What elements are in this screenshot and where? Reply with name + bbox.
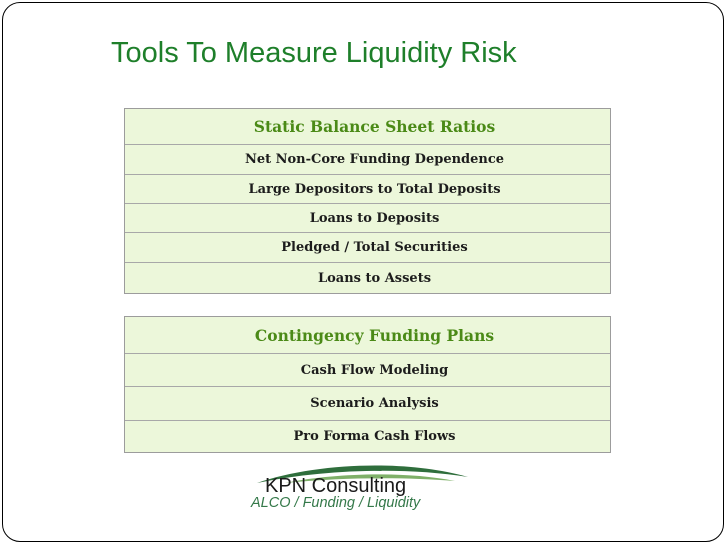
slide-title: Tools To Measure Liquidity Risk [111, 37, 517, 69]
logo-tagline: ALCO / Funding / Liquidity [251, 495, 421, 511]
static-ratios-box [124, 108, 611, 294]
contingency-plans-box [124, 316, 611, 453]
list-item: Pro Forma Cash Flows [125, 421, 610, 452]
list-item: Loans to Assets [125, 263, 610, 293]
contingency-plans-header: Contingency Funding Plans [125, 317, 610, 354]
list-item: Scenario Analysis [125, 387, 610, 421]
list-item: Pledged / Total Securities [125, 233, 610, 263]
static-ratios-header: Static Balance Sheet Ratios [125, 109, 610, 145]
list-item: Loans to Deposits [125, 204, 610, 233]
list-item: Net Non-Core Funding Dependence [125, 145, 610, 175]
logo-name: KPN Consulting [265, 475, 407, 497]
list-item: Cash Flow Modeling [125, 354, 610, 387]
list-item: Large Depositors to Total Deposits [125, 175, 610, 204]
kpn-logo [243, 461, 493, 513]
slide [2, 2, 724, 542]
